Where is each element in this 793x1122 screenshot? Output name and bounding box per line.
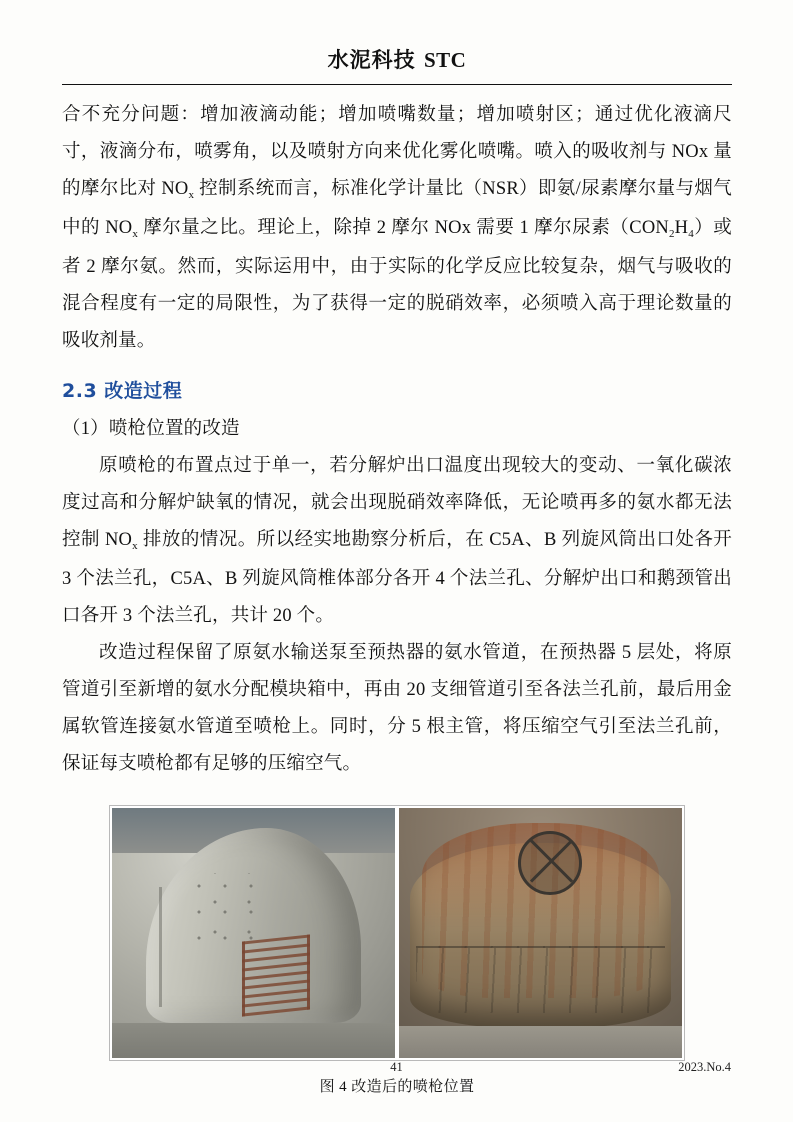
paragraph-text-4: H [674,218,689,238]
paragraph-text-3: 摩尔量之比。理论上，除掉 2 摩尔 NOx 需要 1 摩尔尿素（CON [138,218,669,238]
page-header [62,0,732,74]
figure-block [62,805,732,1061]
paragraph-continued [62,97,732,360]
subscript-x-2: x [132,228,139,240]
photo-cyclone-right [399,808,682,1058]
figure-caption: 图 4 改造后的喷枪位置 [319,1079,475,1095]
paragraph-text-2: 控制系统而言，标准化学计量比（NSR）即氨/尿素摩尔量与烟气中的 NO [62,179,732,238]
subscript-x-3: x [132,540,138,552]
journal-abbreviation: STC [423,48,467,72]
photo-preheater-left [112,808,395,1058]
subscript-x-1: x [188,189,195,201]
photo-floor [399,1026,682,1059]
photo-access-hatch [518,831,582,895]
subscript-4: 4 [688,228,694,240]
paragraph-text-7: 排放的情况。所以经实地勘察分析后，在 C5A、B 列旋风筒出口处各开 3 个法兰孔，C5A、B 列旋风筒椎体部分各开 4 个法兰孔、分解炉出口和鹅颈管出口各开 3 个法兰孔，共计 20 个。 [62,530,732,626]
photo-flange-holes [186,873,271,948]
subscript-2: 2 [668,228,675,240]
figure-photos [109,805,685,1061]
paragraph-text-5: ）或者 2 摩尔氨。然而，实际运用中，由于实际的化学反应比较复杂，烟气与吸收的混合程度有一定的局限性，为了获得一定的脱硝效率，必须喷入高于理论数量的吸收剂量。 [62,218,732,351]
photo-cone-bands [416,946,665,1013]
section-heading: 2.3 改造过程 [62,380,183,402]
paragraph-text-6: 原喷枪的布置点过于单一，若分解炉出口温度出现较大的变动、一氧化碳浓度过高和分解炉缺氧的情况，就会出现脱硝效率降低，无论喷再多的氨水都无法控制 NO [62,456,732,550]
photo-stairs [242,934,310,1016]
page-number: 41 [390,1060,403,1074]
subsection-label: （1）喷枪位置的改造 [62,419,240,439]
paragraph-spray-gun [62,448,732,635]
issue-label: 2023.No.4 [678,1060,731,1074]
journal-title: 水泥科技 [327,47,416,72]
paragraph-pipeline: 改造过程保留了原氨水输送泵至预热器的氨水管道，在预热器 5 层处，将原管道引至新增的氨水分配模块箱中，再由 20 支细管道引至各法兰孔前，最后用金属软管连接氨水管道至喷枪上。同时，分 5 根主管，将压缩空气引至法兰孔前，保证每支喷枪都有足够的压缩空气。 [62,643,732,774]
paragraph-text-1: 合不充分问题：增加液滴动能；增加喷嘴数量；增加喷射区；通过优化液滴尺寸，液滴分布，喷雾角，以及喷射方向来优化雾化喷嘴。喷入的吸收剂与 NOx 量的摩尔比对 NO [62,105,732,199]
header-divider [62,84,732,85]
page-content [62,0,732,1096]
photo-ground [112,1023,395,1058]
